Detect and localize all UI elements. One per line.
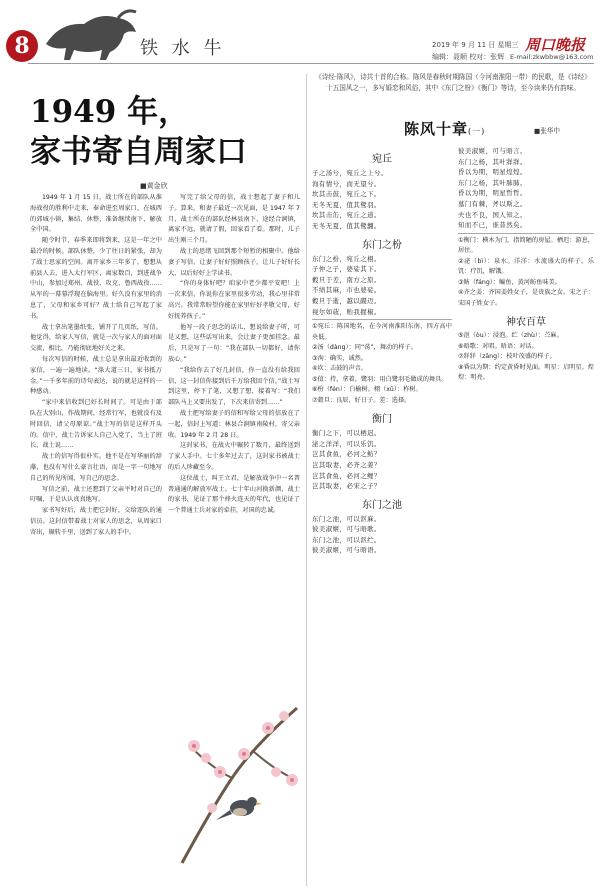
headline-line-1: 1949 年， bbox=[30, 94, 190, 130]
header-divider bbox=[28, 63, 594, 64]
poem-line: 彼美淑姬，可与晤歌。 bbox=[312, 525, 381, 534]
poem-line: 彼美淑姬，可与晤言。 bbox=[458, 147, 527, 155]
poem-line: 夫也不良，国人知之。 bbox=[458, 210, 527, 219]
poem-series-title-text: 陈风十章 bbox=[404, 120, 469, 138]
poem-line: 东门之池，可以沤纻。 bbox=[312, 535, 381, 544]
poem-series-title bbox=[404, 118, 485, 139]
poem-line: 无冬无夏，值其鹭翿。 bbox=[312, 221, 381, 230]
poem-line: 彼美淑姬，可与晤语。 bbox=[312, 546, 381, 555]
poem-author: ■张华中 bbox=[534, 127, 561, 135]
article-byline: ■黄金欣 bbox=[140, 182, 168, 190]
poem-line: 东门之池，可以沤麻。 bbox=[312, 514, 381, 523]
paragraph: 战士拿出笔墨纸张，铺开了几页纸，写信。他觉得，给家人写信，就是一次与家人的面对面交流，相比，乃能彻底地好关之来。 bbox=[30, 323, 162, 353]
poem-line: 东门之杨，其叶牂牂。 bbox=[458, 157, 527, 166]
paragraph: 战士的思绪飞回到那个短暂的相聚中。他给妻子写信，让妻子好好照顾孩子，让儿子好好长大，以后好好上学读书。 bbox=[168, 247, 300, 277]
poem-line: 昏以为期，明星晢晢。 bbox=[458, 189, 527, 198]
poem-line: 无冬无夏，值其鹭羽。 bbox=[312, 200, 381, 209]
page-header bbox=[0, 0, 600, 62]
annotation: ③洵：确实，诚然。 bbox=[312, 354, 368, 362]
poem-line: 岂其取妻，必齐之姜？ bbox=[312, 460, 381, 469]
annotation: ⑥晤歌：对唱。晤语：对话。 bbox=[458, 342, 538, 350]
paragraph: “家中来信收到已好长时间了。可是由于部队在大别山，作战期间，经常行军，也就没有及时回信，请父母原谅。”战士写的信是这样开头的。信中，战士告诉家人自己入党了，当上了班长，战士说…… bbox=[30, 399, 162, 450]
annotation: ②泌（bì）：泉水。洋洋：水流盛大的样子。乐饥：疗饥，解饿。 bbox=[458, 257, 594, 276]
poem-title: 东门之池 bbox=[362, 499, 402, 511]
annotation: ①衡门：横木为门，指简陋的房屋。栖迟：游息，居住。 bbox=[458, 236, 594, 255]
poem-column bbox=[312, 146, 452, 886]
annotation: ⑥枌（fén）：白榆树。栩（xǔ）：柞树。 bbox=[312, 386, 422, 394]
paragraph: 家书写好后，战士把它封好，交给连队的通信员。这封信带着战士对家人的思念，从周家口寄出，辗转千里，送到了家人的手中。 bbox=[30, 507, 162, 536]
editor-email: E-mail:zkwbbw@163.com bbox=[510, 53, 594, 61]
paragraph: “你的身体好吧？咱家中老少都平安吧！上一次来信，你说你在家里很多劳动，我心里非常高兴。我常常盼望你能在家里好好孝敬父母，好好抚养孩子。” bbox=[168, 280, 300, 320]
poem-title: 宛丘 bbox=[372, 154, 392, 165]
poem-line: 昏以为期，明星煌煌。 bbox=[458, 168, 527, 177]
paragraph: 这位战士，叫王立君，是解放战争中一名普普通通的解放军战士。七十年山河换新颜，战士的家书，见证了那个烽火连天的年代，也见证了一个普通士兵对家的牵挂，对国的忠诚。 bbox=[168, 474, 300, 515]
poem-line: 岂其食鱼，必河之鲂？ bbox=[312, 450, 381, 459]
annotation: ①宛丘：陈国地名，在今河南淮阳东南，四方高中央低。 bbox=[312, 323, 452, 341]
issue-date: 2019 年 9 月 11 日 星期三 bbox=[432, 41, 519, 49]
paragraph: 这封家书，在战火中辗转了数月，最终送到了家人手中。七十多年过去了，这封家书被战士的后人珍藏至今。 bbox=[168, 442, 300, 471]
editor-credits: 编辑：聂顺 校对：张辉 bbox=[432, 53, 505, 61]
section-title: 铁 水 牛 bbox=[140, 38, 226, 59]
poem-intro: 《诗经·陈风》，诗共十首的合称。陈风是春秋时期陈国（今河南淮阳一带）的民歌，是《诗经》十五国风之一，多写婚恋和风俗，其中《东门之枌》《衡门》等诗，至今读来仍有韵味。 bbox=[315, 73, 591, 92]
poem-line: 东门之枌，宛丘之栩。 bbox=[312, 254, 381, 263]
poem-line: 穀旦于差，南方之原。 bbox=[312, 275, 381, 284]
divider bbox=[458, 233, 594, 234]
masthead-logo: 周口晚报 bbox=[525, 36, 586, 54]
annotation: ⑧昏以为期：约定黄昏时见面。明星：启明星。煌煌：明亮。 bbox=[458, 363, 594, 382]
annotation: ⑦穀旦：良辰，好日子。差：选择。 bbox=[312, 396, 411, 404]
annotation: ③鲂（fáng）：鳊鱼，黄河鲂鱼味美。 bbox=[458, 278, 561, 286]
poem-line: 墓门有棘，斧以斯之。 bbox=[458, 199, 527, 208]
paragraph: 每次写信的时候，战士总是拿出最近收到的家信，一遍一遍地读。“涤大道三日，家书抵万金。”一千多年前的诗句表达，说的就是这样的一种感动。 bbox=[30, 355, 162, 396]
paragraph: “我给你去了好几封信，你一直没有给我回信，这一封信你接到后千万给我回个信。”战士写到这里，停下了笔，又想了想，接着写：“我们部队马上又要出发了，下次来信寄到……” bbox=[168, 366, 300, 407]
poem-line: 衡门之下，可以栖迟。 bbox=[312, 429, 381, 438]
poem-line: 洵有情兮，而无望兮。 bbox=[312, 179, 381, 188]
paragraph: 战士把写给妻子的信和写给父母的信放在了一起，信封上写道：林县合涧镇南陵村，寄父亲收。1949 年 2 月 28 日。 bbox=[168, 409, 300, 439]
annotation: ②汤（dàng）：同“荡”，舞动的样子。 bbox=[312, 344, 417, 352]
poem-line: 坎其击鼓，宛丘之下。 bbox=[312, 190, 381, 199]
poem-title: 神农百草 bbox=[506, 317, 546, 329]
poem-line: 坎其击缶，宛丘之道。 bbox=[312, 211, 381, 220]
poem-line: 子之汤兮，宛丘之上兮。 bbox=[312, 169, 388, 177]
poem-column-right bbox=[458, 146, 594, 886]
annotation: ⑦牂牂（zāng）：枝叶茂盛的样子。 bbox=[458, 353, 556, 361]
annotation: ④齐之姜：齐国姜姓女子，是贵族之女。宋之子：宋国子姓女子。 bbox=[458, 289, 594, 307]
article-headline bbox=[30, 92, 270, 172]
poem-line: 穀旦于逝，越以鬷迈。 bbox=[312, 296, 381, 305]
poem-series-part: (一) bbox=[468, 127, 486, 136]
poem-title: 东门之枌 bbox=[362, 239, 402, 251]
divider bbox=[312, 319, 452, 320]
column-divider bbox=[306, 74, 307, 886]
poem-line: 不绩其麻，市也婆娑。 bbox=[312, 286, 381, 295]
paragraph: 1949 年 1 月 15 日，战士所在的部队从淮海战役的胜利中走来，奉命进至周家口，在城西的郊城小镇，集结、休整，准备继续南下，解放全中国。 bbox=[30, 194, 162, 234]
annotation: ⑤沤（òu）：浸泡。纻（zhù）：苎麻。 bbox=[458, 332, 563, 340]
headline-line-2: 家书寄自周家口 bbox=[30, 134, 247, 170]
paragraph: 写信之前，战士还想到了父亲平时对自己的叮嘱，于是认认真真地写。 bbox=[30, 485, 162, 504]
poem-line: 视尔如荍，贻我握椒。 bbox=[312, 307, 381, 316]
poem-line: 知而不已，谁昔然矣。 bbox=[458, 221, 527, 230]
paragraph: 随令时节，春季来即将到来，这是一年之中最冷的时候。部队休整，少了往日的紧张，却为了战士思家的空间。离开家乡三年多了，想想从前县人去，进入太行军区，离家数百，到进战争中山，参加过郑州、战役、攻克、鲁西战役……从军的一幕幕浮现在脑海里。好久没有家里的消息了，父母和家乡可好？战士给自己写起了家书。 bbox=[30, 237, 162, 320]
poem-line: 岂其取妻，必宋之子？ bbox=[312, 482, 381, 491]
paragraph: 他写一段子思念的话儿，想说给妻子听，可是又想，这些话写出来，会让妻子更加挂念。最后，只是写了一句：“我在部队一切都好，请你放心。” bbox=[168, 323, 300, 363]
paragraph: 战士的信写得很朴实。他不是在写华丽的辞藻，也没有写什么豪言壮语，而是一字一句地写自己的所见所闻，写自己的思念。 bbox=[30, 453, 162, 482]
bull-sculpture-logo bbox=[40, 4, 140, 62]
page-number-badge: 8 bbox=[6, 30, 38, 62]
annotation: ④坎：击鼓的声音。 bbox=[312, 365, 368, 373]
article-column-2 bbox=[168, 193, 300, 663]
poem-line: 岂其食鱼，必河之鲤？ bbox=[312, 471, 381, 480]
poem-line: 东门之杨，其叶肺肺。 bbox=[458, 178, 527, 187]
poem-title: 衡门 bbox=[372, 414, 392, 426]
article-column-1 bbox=[30, 193, 162, 885]
bird-flower-painting bbox=[172, 688, 302, 868]
paragraph: 写完了给父母的信，战士想起了妻子和儿子。算来，和妻子最近一次见面，是 1947 年 7 月，战士所在的部队经林县南下，途经合涧镇，离家不远，就请了假，回家看了看。那时，儿子出生刚三个月。 bbox=[168, 194, 300, 245]
annotation: ⑤值：持，拿着。鹭羽：用白鹭羽毛做成的舞具。 bbox=[312, 375, 448, 383]
poem-line: 子仲之子，婆娑其下。 bbox=[312, 265, 381, 274]
poem-line: 泌之洋洋，可以乐饥。 bbox=[312, 439, 381, 448]
